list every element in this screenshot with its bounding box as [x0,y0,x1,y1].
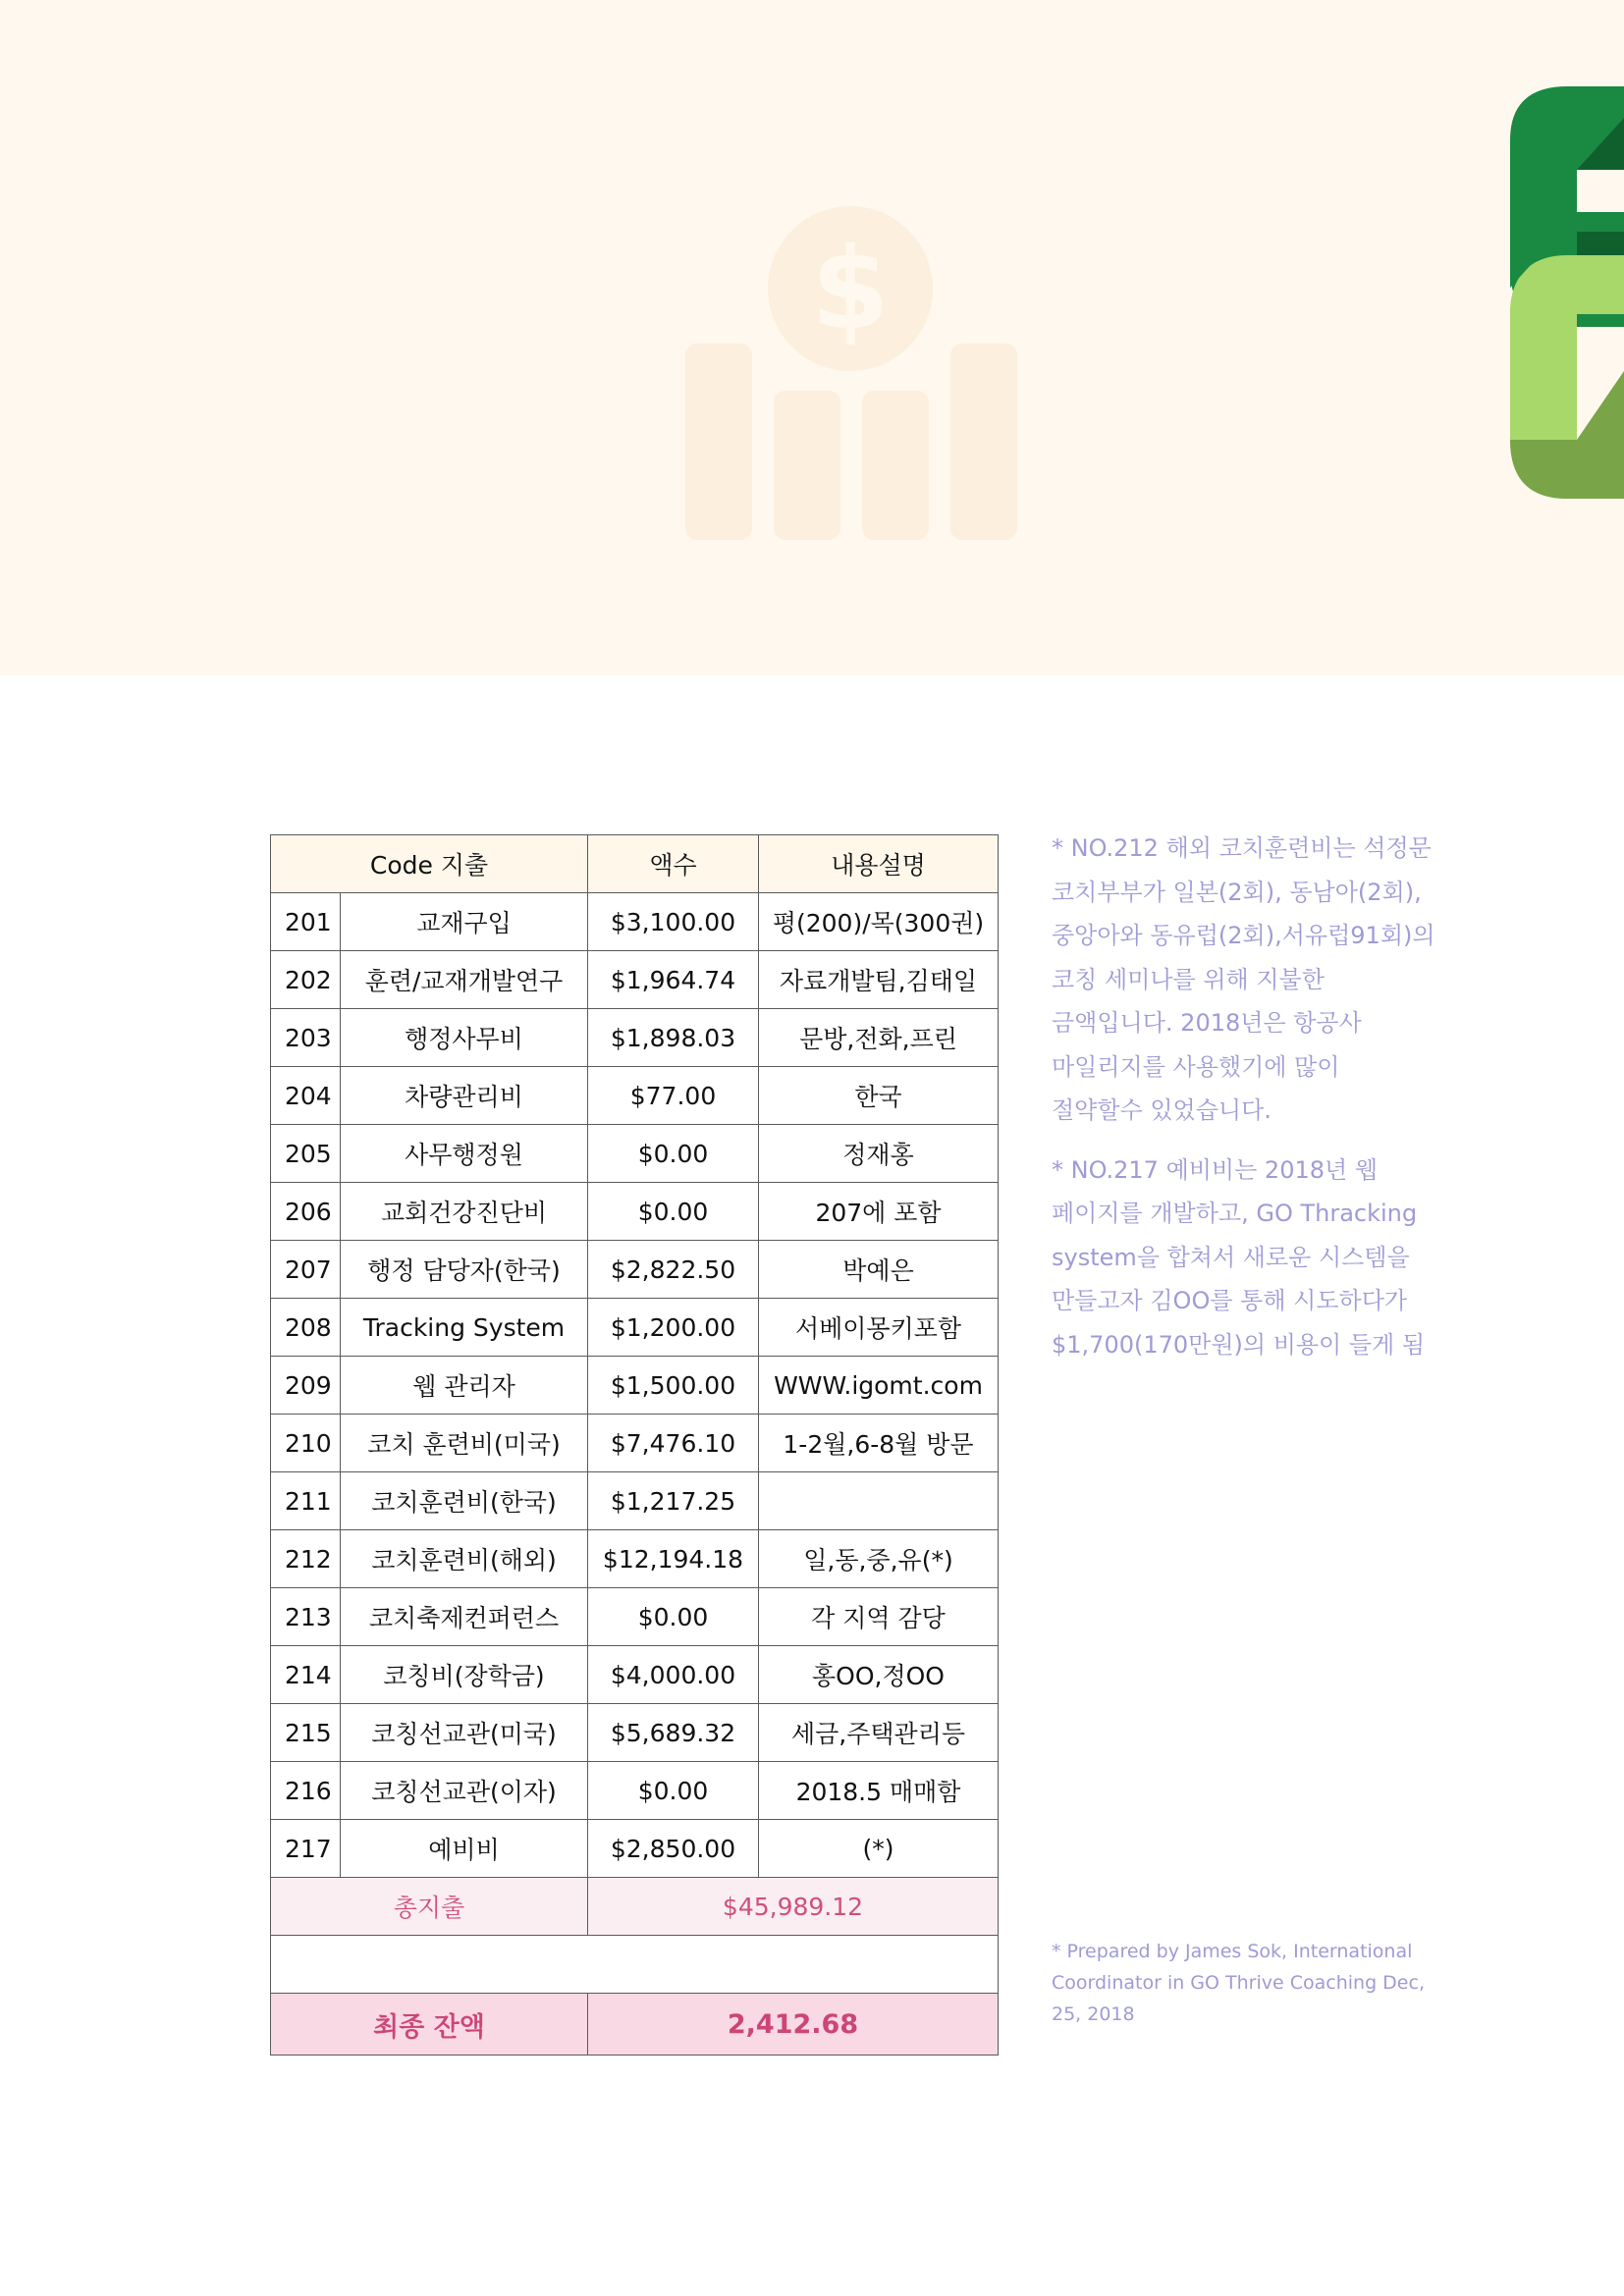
table-row [271,951,999,1009]
table-row [271,1588,999,1646]
row-description: 평(200)/목(300권) [759,893,999,951]
row-description: 세금,주택관리등 [759,1704,999,1762]
prepared-by-note: * Prepared by James Sok, International Coordinator in GO Thrive Coaching Dec, 25, 2018 [1052,1941,1425,2025]
table-header [271,835,999,893]
table-row [271,1415,999,1472]
row-expense-name: 사무행정원 [341,1125,588,1183]
table-row [271,1472,999,1530]
row-expense-name: 코치축제컨퍼런스 [341,1588,588,1646]
header-code-expense: Code 지출 [271,835,588,893]
row-expense-name: 웹 관리자 [341,1357,588,1415]
row-code: 215 [271,1704,341,1762]
row-expense-name: 코칭비(장학금) [341,1646,588,1704]
row-amount: $1,217.25 [588,1472,759,1530]
header-amount: 액수 [588,835,759,893]
row-expense-name: 코치 훈련비(미국) [341,1415,588,1472]
row-amount: $2,850.00 [588,1820,759,1878]
row-code: 203 [271,1009,341,1067]
total-label: 총지출 [271,1878,588,1936]
row-amount: $12,194.18 [588,1530,759,1588]
go-logo [1510,86,1624,499]
row-description: (*) [759,1820,999,1878]
row-amount: $77.00 [588,1067,759,1125]
row-amount: $0.00 [588,1125,759,1183]
row-amount: $1,500.00 [588,1357,759,1415]
row-description: 207에 포함 [759,1183,999,1241]
row-description: 홍OO,정OO [759,1646,999,1704]
total-value: $45,989.12 [588,1878,999,1936]
note-212: * NO.212 해외 코치훈련비는 석정문 코치부부가 일본(2회), 동남아(2회), 중앙아와 동유럽(2회),서유럽91회)의 코칭 세미나를 위해 지불한 금액입니다. 2018년은 항공사 마일리지를 사용했기에 많이 절약할수 있었습니다. [1052,834,1435,1124]
row-description: 자료개발팀,김태일 [759,951,999,1009]
row-code: 205 [271,1125,341,1183]
row-code: 206 [271,1183,341,1241]
row-description: 한국 [759,1067,999,1125]
row-expense-name: 예비비 [341,1820,588,1878]
row-expense-name: 훈련/교재개발연구 [341,951,588,1009]
row-expense-name: 차량관리비 [341,1067,588,1125]
table-row [271,1009,999,1067]
row-code: 204 [271,1067,341,1125]
table-row [271,1241,999,1299]
header-description: 내용설명 [759,835,999,893]
row-expense-name: 교재구입 [341,893,588,951]
row-description: 일,동,중,유(*) [759,1530,999,1588]
row-amount: $4,000.00 [588,1646,759,1704]
row-amount: $3,100.00 [588,893,759,951]
row-code: 208 [271,1299,341,1357]
row-expense-name: Tracking System [341,1299,588,1357]
row-description: 각 지역 감당 [759,1588,999,1646]
row-expense-name: 코치훈련비(해외) [341,1530,588,1588]
row-description [759,1472,999,1530]
row-description: 정재홍 [759,1125,999,1183]
row-description: 2018.5 매매함 [759,1762,999,1820]
table-row [271,1357,999,1415]
row-amount: $0.00 [588,1762,759,1820]
table-row [271,1704,999,1762]
row-expense-name: 코칭선교관(미국) [341,1704,588,1762]
table-row [271,1646,999,1704]
row-amount: $7,476.10 [588,1415,759,1472]
row-amount: $0.00 [588,1588,759,1646]
row-expense-name: 교회건강진단비 [341,1183,588,1241]
row-amount: $5,689.32 [588,1704,759,1762]
dollar-bar-chart-icon [677,206,1031,550]
row-amount: $1,898.03 [588,1009,759,1067]
row-description: 박예은 [759,1241,999,1299]
table-row [271,1299,999,1357]
row-code: 211 [271,1472,341,1530]
row-description: 서베이몽키포함 [759,1299,999,1357]
row-code: 214 [271,1646,341,1704]
row-code: 202 [271,951,341,1009]
row-amount: $1,964.74 [588,951,759,1009]
row-code: 216 [271,1762,341,1820]
table-row [271,1762,999,1820]
note-217: * NO.217 예비비는 2018년 웹 페이지를 개발하고, GO Thracking system을 합쳐서 새로운 시스템을 만들고자 김OO를 통해 시도하다가 $1,700(170만원)의 비용이 들게 됨 [1052,1155,1426,1359]
total-row [271,1878,999,1936]
final-balance-value: 2,412.68 [588,1994,999,2056]
header-banner [0,0,1624,675]
final-balance-label: 최종 잔액 [271,1994,588,2056]
row-expense-name: 코치훈련비(한국) [341,1472,588,1530]
expense-table [270,834,999,2056]
row-code: 210 [271,1415,341,1472]
row-expense-name: 코칭선교관(이자) [341,1762,588,1820]
table-body [271,893,999,1878]
row-description: 문방,전화,프린 [759,1009,999,1067]
table-row [271,1820,999,1878]
spacer-row [271,1936,999,1994]
spacer-cell [271,1936,999,1994]
row-code: 212 [271,1530,341,1588]
row-code: 213 [271,1588,341,1646]
row-amount: $0.00 [588,1183,759,1241]
notes-column [1052,827,1444,1382]
row-code: 217 [271,1820,341,1878]
row-code: 207 [271,1241,341,1299]
row-amount: $1,200.00 [588,1299,759,1357]
table-row [271,1125,999,1183]
table-row [271,1530,999,1588]
row-code: 209 [271,1357,341,1415]
row-code: 201 [271,893,341,951]
table-row [271,1067,999,1125]
row-amount: $2,822.50 [588,1241,759,1299]
row-description: WWW.igomt.com [759,1357,999,1415]
row-description: 1-2월,6-8월 방문 [759,1415,999,1472]
table-row [271,1183,999,1241]
row-expense-name: 행정사무비 [341,1009,588,1067]
svg-text:$: $ [810,224,891,355]
final-balance-row [271,1994,999,2056]
table-row [271,893,999,951]
row-expense-name: 행정 담당자(한국) [341,1241,588,1299]
